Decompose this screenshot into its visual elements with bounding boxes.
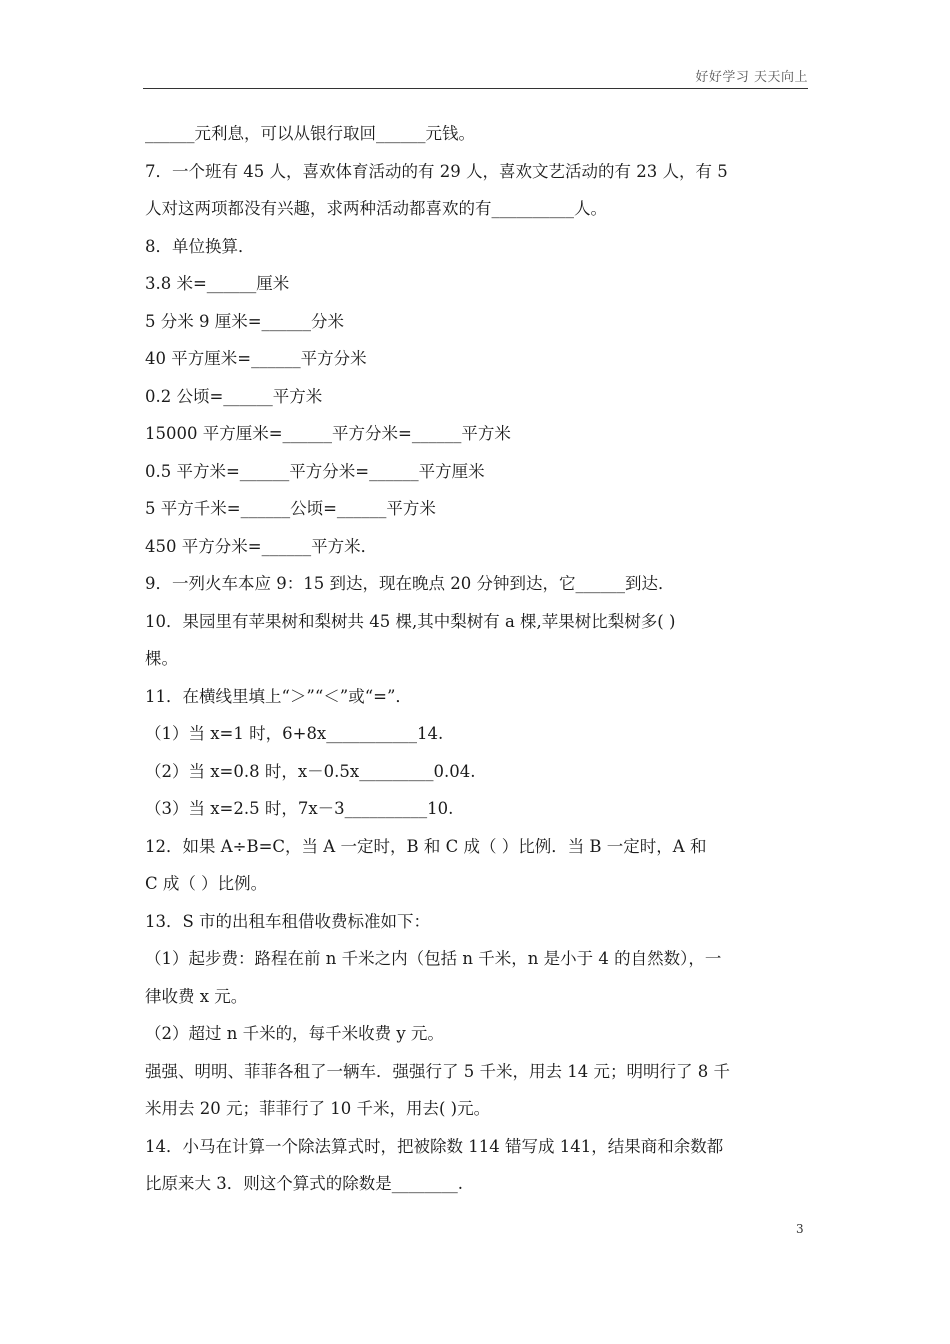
conversion-item-4: 0.2 公顷=______平方米 [145,386,323,406]
question-13-body-line-2: 米用去 20 元；菲菲行了 10 千米，用去( )元。 [145,1099,491,1118]
question-10-line-2: 棵。 [145,649,178,668]
question-11-part-2: （2）当 x=0.8 时，x－0.5x_________0.04. [145,761,476,781]
conversion-item-1: 3.8 米=______厘米 [145,274,290,293]
question-7-line-2: 人对这两项都没有兴趣，求两种活动都喜欢的有__________人。 [145,199,607,218]
conversion-item-6: 0.5 平方米=______平方分米=______平方厘米 [145,461,485,481]
header-motto: 好好学习 天天向上 [695,70,808,85]
question-8-title: 8．单位换算． [145,236,255,256]
question-11-title: 11．在横线里填上“＞”“＜”或“=”． [145,686,412,706]
conversion-item-3: 40 平方厘米=______平方分米 [145,349,367,368]
page-header [143,64,808,89]
conversion-item-7: 5 平方千米=______公顷=______平方米 [145,499,436,518]
question-12-line-2: C 成（ ）比例。 [145,874,268,893]
conversion-item-8: 450 平方分米=______平方米． [145,536,378,556]
question-11-part-3: （3）当 x=2.5 时，7x－3__________10. [145,799,454,818]
question-13-title: 13．S 市的出租车租借收费标准如下： [145,911,431,931]
conversion-item-2: 5 分米 9 厘米=______分米 [145,311,345,331]
question-13-rule-2: （2）超过 n 千米的，每千米收费 y 元。 [145,1024,444,1043]
question-13-body-line-1: 强强、明明、菲菲各租了一辆车．强强行了 5 千米，用去 14 元；明明行了 8 千 [145,1061,730,1081]
question-7-line-1: 7．一个班有 45 人，喜欢体育活动的有 29 人，喜欢文艺活动的有 23 人，有 5 [145,161,728,181]
question-14-line-1: 14．小马在计算一个除法算式时，把被除数 114 错写成 141，结果商和余数都 [145,1136,724,1156]
page-number: 3 [796,1222,804,1236]
document-body [145,115,809,1203]
question-14-line-2: 比原来大 3．则这个算式的除数是________. [145,1174,463,1193]
question-13-rule-1-line-2: 律收费 x 元。 [145,986,248,1006]
question-13-rule-1-line-1: （1）起步费：路程在前 n 千米之内（包括 n 千米，n 是小于 4 的自然数），一 [145,949,722,968]
question-10-line-1: 10．果园里有苹果树和梨树共 45 棵,其中梨树有 a 棵,苹果树比梨树多( ) [145,611,676,631]
question-11-part-1: （1）当 x=1 时，6+8x___________14. [145,724,444,743]
text-line-1: ______元利息，可以从银行取回______元钱。 [145,124,475,143]
conversion-item-5: 15000 平方厘米=______平方分米=______平方米 [145,424,511,443]
question-9: 9．一列火车本应 9：15 到达，现在晚点 20 分钟到达，它______到达． [145,574,675,593]
question-12-line-1: 12．如果 A÷B=C，当 A 一定时，B 和 C 成（ ）比例．当 B 一定时，A 和 [145,836,707,856]
